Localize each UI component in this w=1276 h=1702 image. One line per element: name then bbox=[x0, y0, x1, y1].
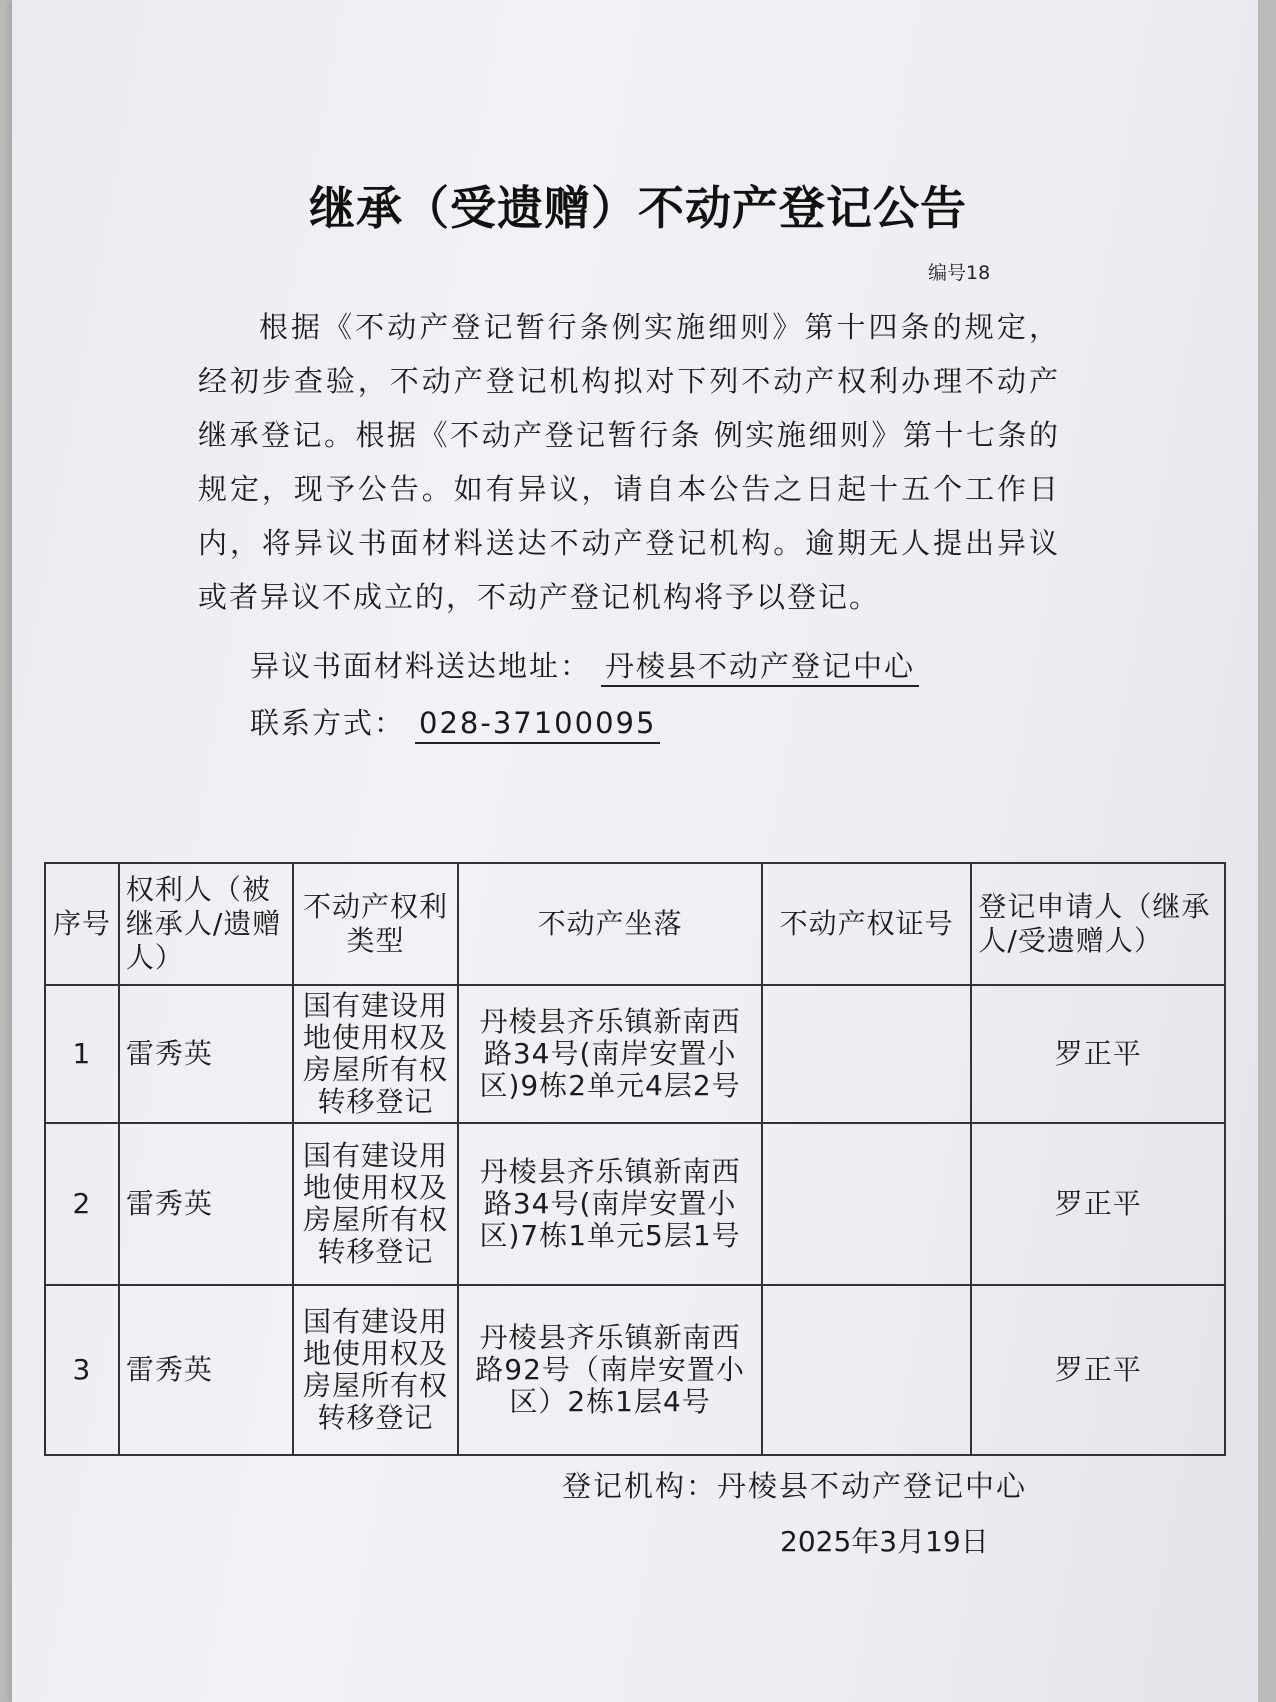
cell-cert-no bbox=[762, 1123, 972, 1285]
header-right-type: 不动产权利类型 bbox=[293, 863, 459, 985]
cell-cert-no bbox=[762, 985, 972, 1123]
table-row bbox=[45, 1123, 1225, 1285]
cell-applicant: 罗正平 bbox=[971, 985, 1225, 1123]
header-applicant: 登记申请人（继承人/受遗赠人） bbox=[971, 863, 1225, 985]
header-location: 不动产坐落 bbox=[458, 863, 761, 985]
cell-no: 2 bbox=[45, 1123, 119, 1285]
notice-body: 根据《不动产登记暂行条例实施细则》第十四条的规定，经初步查验，不动产登记机构拟对下列不动产权利办理不动产继承登记。根据《不动产登记暂行条 例实施细则》第十七条的规定，现予公告。如有异议，请自本公告之日起十五个工作日内，将异议书面材料送达不动产登记机构。逾期无人提出异议或者异议不成立的，不动产登记机构将予以登记。 bbox=[198, 310, 1060, 614]
notice-date: 2025年3月19日 bbox=[780, 1525, 989, 1558]
registration-authority: 登记机构：丹棱县不动产登记中心 bbox=[562, 1469, 1028, 1503]
serial-number: 编号18 bbox=[928, 262, 991, 284]
cell-holder: 雷秀英 bbox=[119, 985, 293, 1123]
cell-right-type: 国有建设用地使用权及房屋所有权转移登记 bbox=[293, 985, 459, 1123]
cell-cert-no bbox=[762, 1285, 972, 1455]
cell-no: 1 bbox=[45, 985, 119, 1123]
cell-applicant: 罗正平 bbox=[971, 1285, 1225, 1455]
cell-applicant: 罗正平 bbox=[971, 1123, 1225, 1285]
cell-holder: 雷秀英 bbox=[119, 1123, 293, 1285]
cell-location: 丹棱县齐乐镇新南西路92号（南岸安置小区）2栋1层4号 bbox=[458, 1285, 761, 1455]
table-row bbox=[45, 985, 1225, 1123]
notice-title: 继承（受遗赠）不动产登记公告 bbox=[309, 181, 967, 235]
registration-table bbox=[44, 862, 1226, 1456]
header-holder: 权利人（被继承人/遗赠人） bbox=[119, 863, 293, 985]
cell-holder: 雷秀英 bbox=[119, 1285, 293, 1455]
cell-no: 3 bbox=[45, 1285, 119, 1455]
cell-right-type: 国有建设用地使用权及房屋所有权转移登记 bbox=[293, 1123, 459, 1285]
objection-address-line bbox=[250, 644, 919, 685]
table-row bbox=[45, 1285, 1225, 1455]
address-value: 丹棱县不动产登记中心 bbox=[601, 649, 919, 687]
address-label: 异议书面材料送达地址： bbox=[250, 649, 592, 683]
cell-location: 丹棱县齐乐镇新南西路34号(南岸安置小区)9栋2单元4层2号 bbox=[458, 985, 761, 1123]
cell-right-type: 国有建设用地使用权及房屋所有权转移登记 bbox=[293, 1285, 459, 1455]
header-cert-no: 不动产权证号 bbox=[762, 863, 972, 985]
table-header-row bbox=[45, 863, 1225, 985]
contact-line bbox=[250, 701, 660, 742]
contact-label: 联系方式： bbox=[250, 706, 406, 740]
contact-value: 028-37100095 bbox=[415, 706, 660, 744]
cell-location: 丹棱县齐乐镇新南西路34号(南岸安置小区)7栋1单元5层1号 bbox=[458, 1123, 761, 1285]
header-no: 序号 bbox=[45, 863, 119, 985]
